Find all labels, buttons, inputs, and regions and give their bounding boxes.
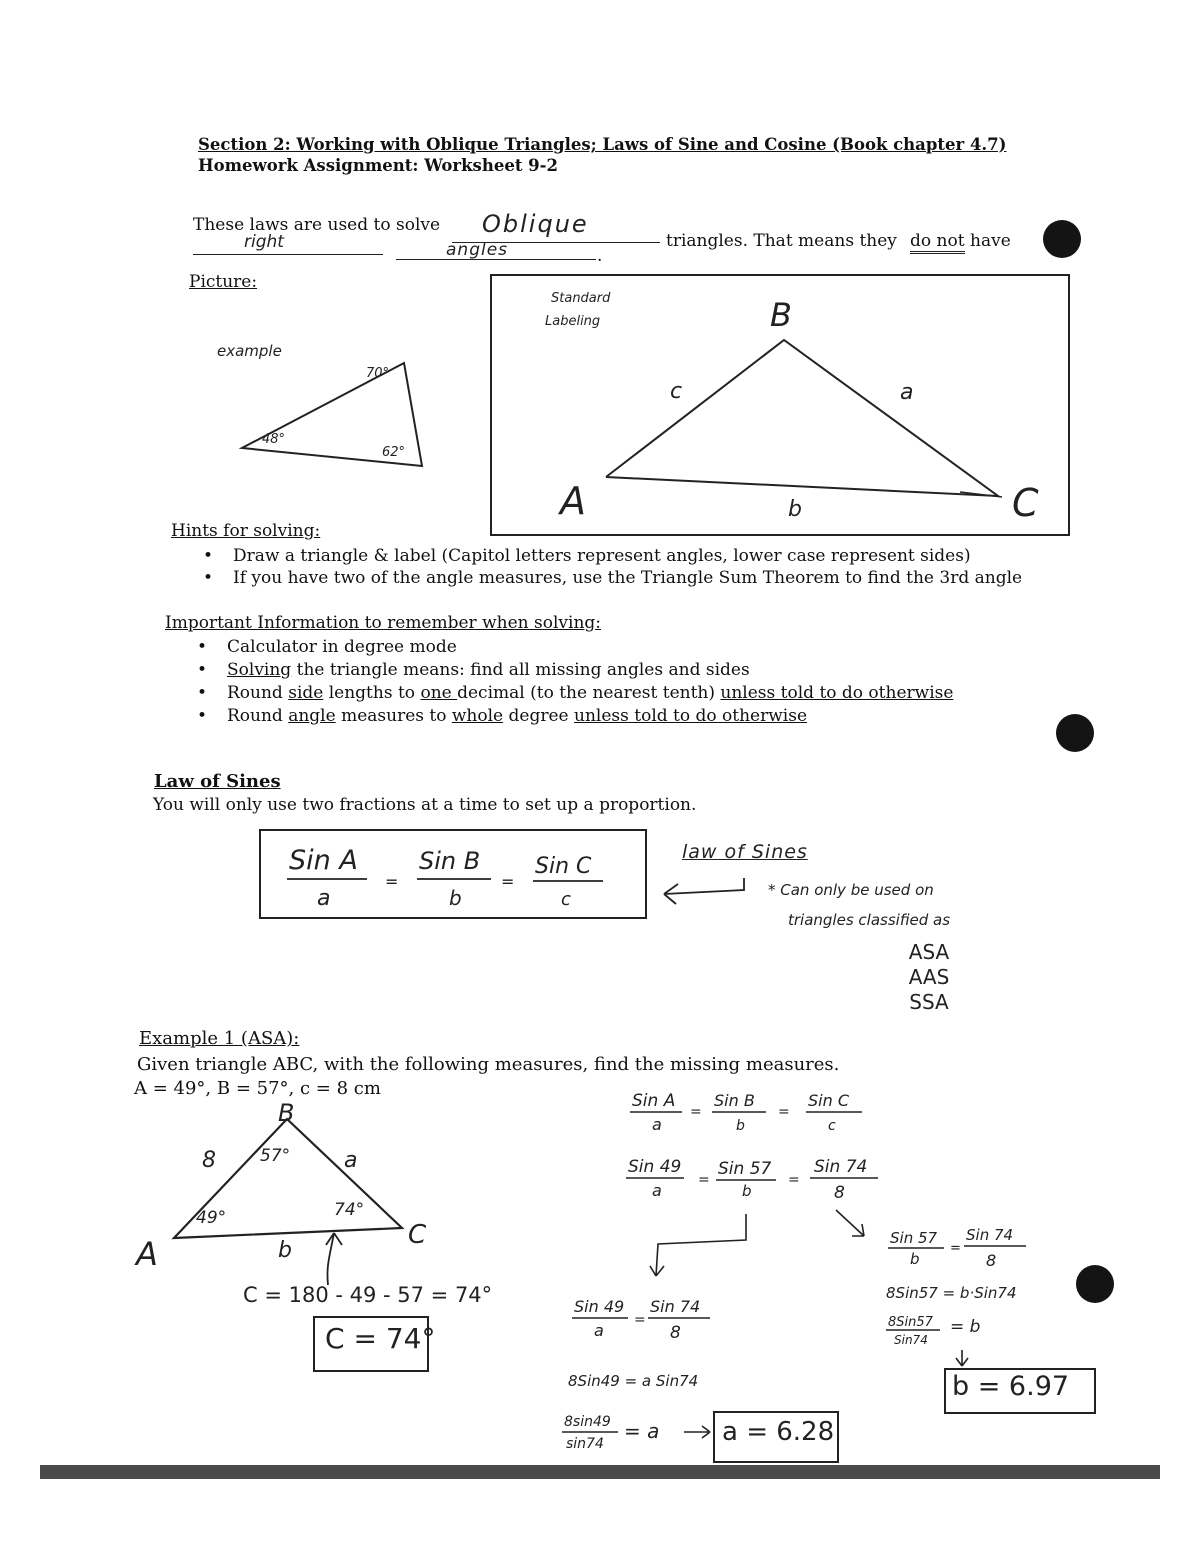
right-frac-den: Sin74 (894, 1333, 928, 1347)
intro-prefix: These laws are used to solve (193, 215, 441, 235)
law-note-line2: triangles classified as (788, 911, 951, 929)
right-prop-den-2: 8 (986, 1251, 997, 1270)
down-left-arrow-icon (650, 1214, 746, 1276)
example-angle-top: 70° (366, 366, 390, 381)
binder-hole-bottom (1076, 1265, 1114, 1303)
law-of-sines-formula (259, 829, 647, 919)
important-item (197, 705, 953, 728)
formula-num-1: Sin A (289, 845, 358, 876)
r2-den-3: 8 (834, 1183, 845, 1203)
formula-eq-1: = (385, 872, 399, 891)
ex1-side-c: 8 (202, 1148, 216, 1173)
ex1-side-a: a (344, 1148, 358, 1173)
r2-den-1: a (652, 1181, 662, 1200)
hint-item: • Draw a triangle & label (Capitol letters represent angles, lower case represent sides) (203, 545, 1022, 567)
side-a-label: a (900, 380, 914, 405)
important-text: Calculator in degree mode (227, 637, 457, 657)
standard-title-line2: Labeling (545, 314, 601, 329)
side-b-label: b (788, 497, 802, 522)
r1-eq-2: = (778, 1104, 790, 1120)
important-item (197, 659, 953, 682)
assignment-title: Homework Assignment: Worksheet 9-2 (198, 156, 558, 175)
important-title: Important Information to remember when solving: (165, 613, 601, 633)
r1-num-1: Sin A (632, 1091, 676, 1111)
important-text: Round (227, 706, 289, 726)
important-text: decimal (to the nearest tenth) (457, 683, 721, 703)
standard-title-line1: Standard (551, 291, 611, 306)
ex1-side-b: b (278, 1238, 292, 1263)
important-text: side (288, 683, 324, 703)
important-text: unless told to do otherwise (574, 706, 808, 726)
blank-line-2 (193, 254, 383, 255)
blank-answer-angles: angles (446, 240, 509, 260)
ex1-vertex-A: A (136, 1235, 158, 1273)
side-c-label: c (670, 379, 683, 404)
r1-den-3: c (828, 1118, 836, 1134)
left-arrow-icon (664, 878, 744, 904)
important-text: unless told to do otherwise (720, 683, 954, 703)
r2-num-3: Sin 74 (814, 1157, 868, 1177)
left-frac-num: 8sin49 (564, 1414, 611, 1430)
blank-answer-oblique: Oblique (482, 210, 589, 238)
right-prop-eq: = (950, 1241, 961, 1256)
class-ssa: SSA (909, 990, 949, 1014)
formula-den-2: b (449, 886, 462, 910)
right-prop-num-2: Sin 74 (966, 1226, 1014, 1244)
important-text: Round (227, 683, 289, 703)
standard-triangle (606, 340, 998, 496)
ex1-up-arrow-icon (326, 1233, 342, 1285)
right-arrow-icon (684, 1426, 710, 1438)
r2-num-1: Sin 49 (628, 1157, 682, 1177)
a-answer: a = 6.28 (722, 1417, 835, 1447)
example-angle-right: 62° (382, 445, 406, 460)
important-item (197, 636, 953, 659)
ex1-vertex-C: C (408, 1220, 427, 1250)
down-right-arrow-icon (836, 1210, 864, 1236)
r2-den-2: b (742, 1182, 752, 1200)
r2-num-2: Sin 57 (718, 1159, 772, 1179)
r1-den-1: a (652, 1115, 662, 1134)
formula-eq-2: = (501, 872, 515, 891)
ex1-angle-A: 49° (196, 1208, 227, 1228)
left-frac-den: sin74 (566, 1436, 604, 1452)
hints-list (203, 545, 1022, 589)
law-of-sines-title: Law of Sines (154, 771, 281, 792)
important-text: angle (288, 706, 336, 726)
important-text: Solving (227, 660, 292, 680)
formula-den-1: a (317, 886, 331, 911)
vertex-C: C (1012, 481, 1039, 525)
left-prop-den-2: 8 (670, 1323, 681, 1343)
hints-title: Hints for solving: (171, 521, 321, 541)
example1-triangle-figure (130, 1095, 460, 1285)
r1-num-2: Sin B (714, 1091, 755, 1110)
right-prop-num-1: Sin 57 (890, 1229, 938, 1247)
left-prop-num-2: Sin 74 (650, 1297, 701, 1316)
intro-period: . (597, 246, 603, 266)
important-text: whole (451, 706, 504, 726)
r1-den-2: b (736, 1118, 745, 1134)
intro-suffix: have (970, 231, 1011, 251)
example1-title: Example 1 (ASA): (139, 1028, 300, 1049)
formula-den-3: c (561, 889, 571, 910)
left-prop-den-1: a (594, 1321, 604, 1340)
class-asa: ASA (908, 940, 950, 964)
standard-triangle-figure (490, 274, 1066, 532)
picture-label: Picture: (189, 272, 258, 292)
vertex-A: A (560, 479, 586, 523)
page-bottom-edge (40, 1465, 1160, 1479)
ex1-angle-B: 57° (260, 1146, 291, 1166)
important-item (197, 682, 953, 705)
section-title: Section 2: Working with Oblique Triangles; Laws of Sine and Cosine (Book chapter 4.7) (198, 135, 1007, 154)
right-eq-b: = b (950, 1317, 981, 1337)
binder-hole-top (1043, 220, 1081, 258)
r1-num-3: Sin C (808, 1091, 849, 1110)
left-prop-num-1: Sin 49 (574, 1297, 625, 1316)
law-note-title: law of Sines (682, 841, 808, 863)
important-text: the triangle means: find all missing angles and sides (291, 660, 750, 680)
left-arrow-figure (656, 872, 756, 912)
important-text: measures to (335, 706, 452, 726)
ex1-angle-C: 74° (334, 1200, 365, 1220)
example-triangle-figure (236, 355, 436, 475)
important-text: one (420, 683, 458, 703)
small-down-arrow-icon (956, 1350, 968, 1366)
example-angle-left: 48° (262, 432, 286, 447)
blank-answer-right: right (244, 232, 284, 252)
hint-item: • If you have two of the angle measures, use the Triangle Sum Theorem to find the 3rd angle (203, 567, 1022, 589)
formula-num-2: Sin B (419, 847, 481, 875)
right-step1: 8Sin57 = b·Sin74 (886, 1284, 1017, 1302)
ex1-c-calc: C = 180 - 49 - 57 = 74° (243, 1283, 493, 1307)
r2-eq-2: = (788, 1172, 800, 1188)
law-note-line1: * Can only be used on (768, 881, 934, 899)
left-step1: 8Sin49 = a Sin74 (568, 1372, 699, 1390)
formula-num-3: Sin C (535, 854, 592, 879)
example1-given: Given triangle ABC, with the following measures, find the missing measures. (137, 1054, 840, 1075)
ex1-c-answer: C = 74° (325, 1322, 436, 1355)
important-text: lengths to (323, 683, 421, 703)
class-aas: AAS (908, 965, 950, 989)
right-prop-den-1: b (910, 1250, 920, 1268)
important-text: degree (503, 706, 574, 726)
triangle-classes (906, 940, 952, 1015)
binder-hole-middle (1056, 714, 1094, 752)
important-list (197, 636, 953, 728)
intro-do-not: do not (910, 231, 965, 254)
example1-measures: A = 49°, B = 57°, c = 8 cm (134, 1078, 381, 1099)
vertex-B: B (770, 296, 792, 334)
left-prop-eq: = (634, 1312, 646, 1328)
example-label: example (217, 342, 282, 360)
ex1-vertex-B: B (278, 1099, 295, 1127)
left-eq-a: = a (624, 1419, 660, 1443)
law-of-sines-subtitle: You will only use two fractions at a time to set up a proportion. (153, 795, 697, 815)
b-answer: b = 6.97 (952, 1371, 1070, 1402)
right-frac-num: 8Sin57 (888, 1315, 933, 1330)
r2-eq-1: = (698, 1172, 710, 1188)
intro-middle: triangles. That means they (666, 231, 897, 251)
r1-eq-1: = (690, 1104, 702, 1120)
